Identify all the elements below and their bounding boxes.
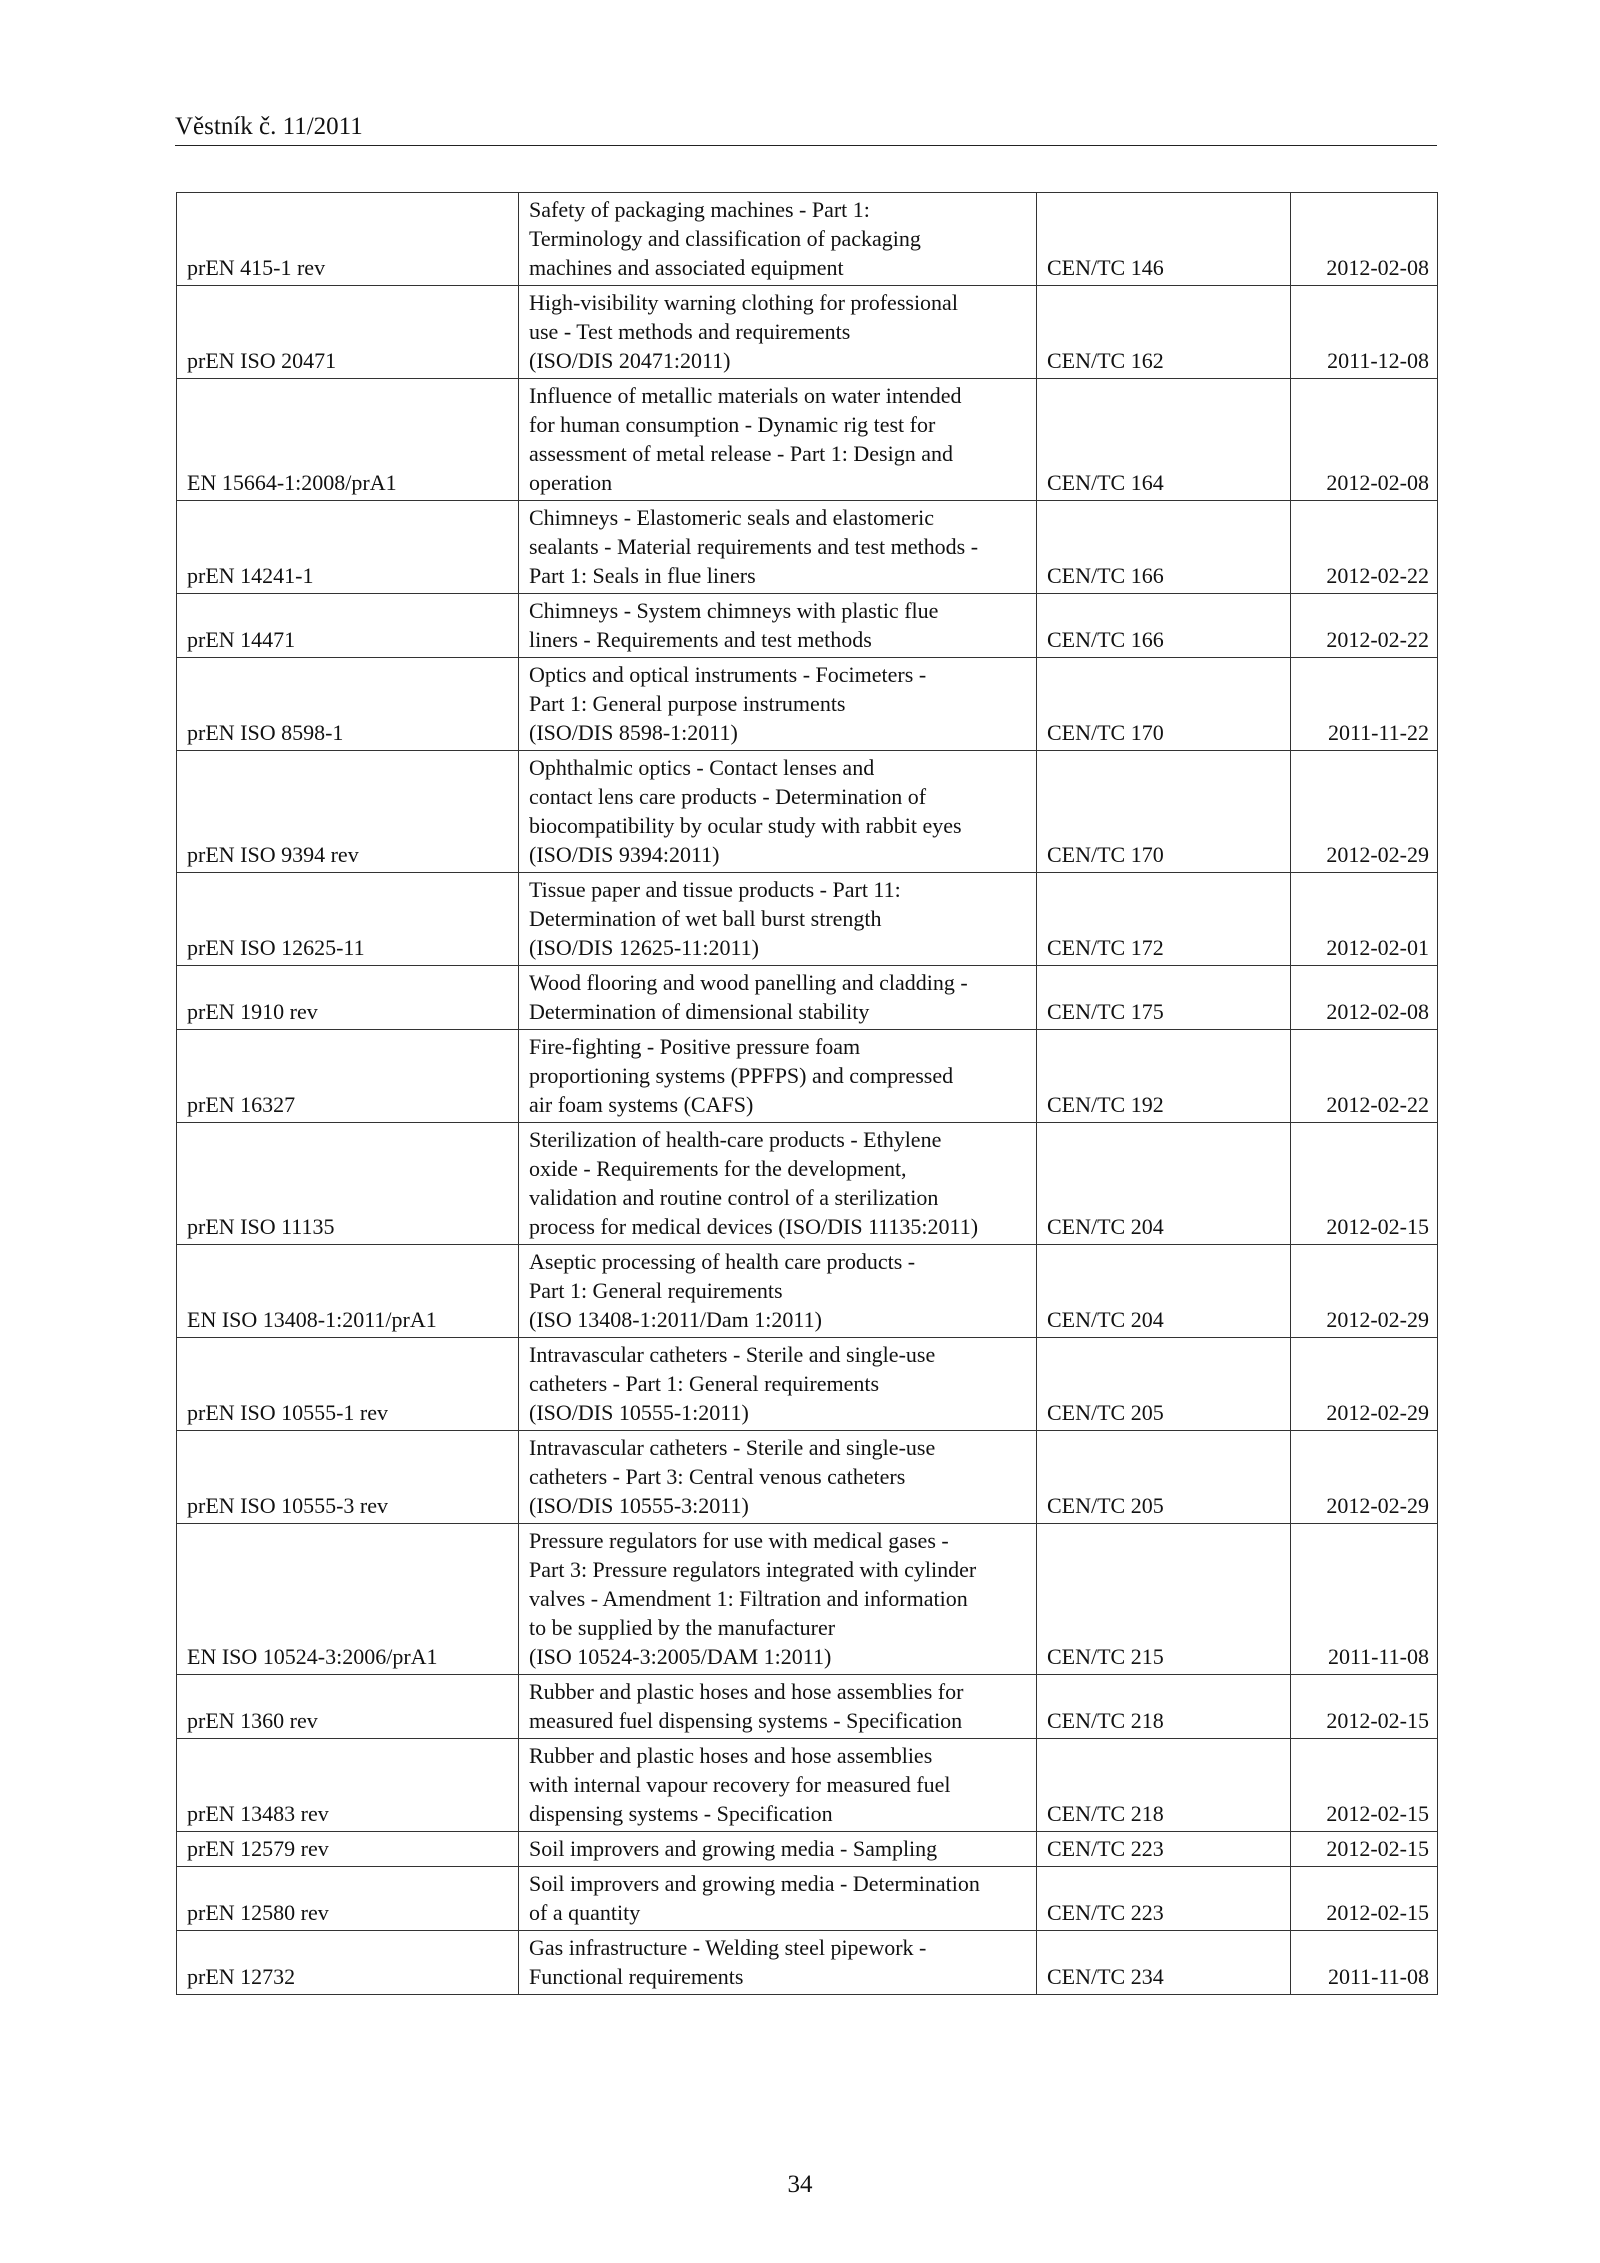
page-header [175,112,1437,146]
date-cell: 2012-02-15 [1291,1739,1438,1832]
technical-committee-cell: CEN/TC 164 [1037,379,1291,501]
standard-code-cell: prEN ISO 8598-1 [177,658,519,751]
standard-title-cell: Intravascular catheters - Sterile and single-use catheters - Part 1: General requirements (ISO/DIS 10555-1:2011) [519,1338,1037,1431]
technical-committee-cell: CEN/TC 223 [1037,1832,1291,1867]
table-row [177,873,1438,966]
standard-code-cell: EN 15664-1:2008/prA1 [177,379,519,501]
table-row [177,1931,1438,1995]
standard-title-cell: Pressure regulators for use with medical gases - Part 3: Pressure regulators integrated with cylinder valves - Amendment 1: Filtration and information to be supplied by the manufacturer (ISO 10524-3:2005/DAM 1:2011) [519,1524,1037,1675]
standard-title-cell: Sterilization of health-care products - Ethylene oxide - Requirements for the development, validation and routine control of a sterilization process for medical devices (ISO/DIS 11135:2011) [519,1123,1037,1245]
standard-title-cell: Soil improvers and growing media - Sampling [519,1832,1037,1867]
technical-committee-cell: CEN/TC 205 [1037,1338,1291,1431]
standard-title-cell: Optics and optical instruments - Focimeters - Part 1: General purpose instruments (ISO/DIS 8598-1:2011) [519,658,1037,751]
technical-committee-cell: CEN/TC 175 [1037,966,1291,1030]
date-cell: 2012-02-15 [1291,1867,1438,1931]
standard-code-cell: prEN 12580 rev [177,1867,519,1931]
date-cell: 2012-02-29 [1291,1245,1438,1338]
technical-committee-cell: CEN/TC 170 [1037,751,1291,873]
date-cell: 2012-02-08 [1291,966,1438,1030]
standard-code-cell: prEN ISO 10555-1 rev [177,1338,519,1431]
standard-code-cell: prEN 16327 [177,1030,519,1123]
date-cell: 2011-11-08 [1291,1524,1438,1675]
standard-title-cell: Tissue paper and tissue products - Part 11: Determination of wet ball burst strength (ISO/DIS 12625-11:2011) [519,873,1037,966]
page-number: 34 [787,2171,813,2198]
standard-code-cell: prEN 12732 [177,1931,519,1995]
standard-title-cell: Chimneys - Elastomeric seals and elastomeric sealants - Material requirements and test methods - Part 1: Seals in flue liners [519,501,1037,594]
standard-code-cell: prEN 13483 rev [177,1739,519,1832]
table-row [177,1867,1438,1931]
standard-title-cell: Intravascular catheters - Sterile and single-use catheters - Part 3: Central venous catheters (ISO/DIS 10555-3:2011) [519,1431,1037,1524]
date-cell: 2012-02-15 [1291,1832,1438,1867]
standard-code-cell: prEN ISO 20471 [177,286,519,379]
table-row [177,966,1438,1030]
table-row [177,379,1438,501]
date-cell: 2012-02-29 [1291,1431,1438,1524]
technical-committee-cell: CEN/TC 234 [1037,1931,1291,1995]
standard-title-cell: Gas infrastructure - Welding steel pipework - Functional requirements [519,1931,1037,1995]
date-cell: 2012-02-22 [1291,501,1438,594]
table-row [177,286,1438,379]
date-cell: 2012-02-29 [1291,751,1438,873]
standard-code-cell: prEN 1910 rev [177,966,519,1030]
table-row [177,501,1438,594]
standards-table-body [177,193,1438,1995]
table-row [177,1030,1438,1123]
bulletin-title: Věstník č. 11/2011 [175,113,363,140]
technical-committee-cell: CEN/TC 218 [1037,1739,1291,1832]
standard-code-cell: prEN 14471 [177,594,519,658]
technical-committee-cell: CEN/TC 146 [1037,193,1291,286]
table-row [177,1739,1438,1832]
technical-committee-cell: CEN/TC 218 [1037,1675,1291,1739]
date-cell: 2012-02-15 [1291,1123,1438,1245]
standard-code-cell: prEN 14241-1 [177,501,519,594]
technical-committee-cell: CEN/TC 162 [1037,286,1291,379]
standard-title-cell: Aseptic processing of health care products - Part 1: General requirements (ISO 13408-1:2011/Dam 1:2011) [519,1245,1037,1338]
date-cell: 2012-02-08 [1291,193,1438,286]
table-row [177,1338,1438,1431]
date-cell: 2012-02-22 [1291,594,1438,658]
standard-code-cell: prEN ISO 12625-11 [177,873,519,966]
table-row [177,1675,1438,1739]
table-row [177,751,1438,873]
standard-title-cell: Rubber and plastic hoses and hose assemblies with internal vapour recovery for measured fuel dispensing systems - Specification [519,1739,1037,1832]
technical-committee-cell: CEN/TC 215 [1037,1524,1291,1675]
technical-committee-cell: CEN/TC 205 [1037,1431,1291,1524]
technical-committee-cell: CEN/TC 170 [1037,658,1291,751]
table-row [177,1245,1438,1338]
technical-committee-cell: CEN/TC 166 [1037,594,1291,658]
table-row [177,193,1438,286]
standard-code-cell: prEN 415-1 rev [177,193,519,286]
date-cell: 2011-11-08 [1291,1931,1438,1995]
standard-title-cell: High-visibility warning clothing for professional use - Test methods and requirements (ISO/DIS 20471:2011) [519,286,1037,379]
standard-title-cell: Chimneys - System chimneys with plastic flue liners - Requirements and test methods [519,594,1037,658]
standards-table [176,192,1438,1995]
date-cell: 2012-02-01 [1291,873,1438,966]
table-row [177,1431,1438,1524]
technical-committee-cell: CEN/TC 223 [1037,1867,1291,1931]
standard-code-cell: prEN ISO 9394 rev [177,751,519,873]
table-row [177,658,1438,751]
date-cell: 2012-02-29 [1291,1338,1438,1431]
standard-code-cell: prEN ISO 10555-3 rev [177,1431,519,1524]
technical-committee-cell: CEN/TC 204 [1037,1245,1291,1338]
standard-title-cell: Safety of packaging machines - Part 1: Terminology and classification of packaging machines and associated equipment [519,193,1037,286]
standard-code-cell: EN ISO 10524-3:2006/prA1 [177,1524,519,1675]
table-row [177,1524,1438,1675]
standard-code-cell: prEN ISO 11135 [177,1123,519,1245]
date-cell: 2011-12-08 [1291,286,1438,379]
technical-committee-cell: CEN/TC 166 [1037,501,1291,594]
standard-title-cell: Ophthalmic optics - Contact lenses and contact lens care products - Determination of biocompatibility by ocular study with rabbit eyes (ISO/DIS 9394:2011) [519,751,1037,873]
technical-committee-cell: CEN/TC 172 [1037,873,1291,966]
date-cell: 2012-02-15 [1291,1675,1438,1739]
table-row [177,594,1438,658]
standard-code-cell: EN ISO 13408-1:2011/prA1 [177,1245,519,1338]
standard-title-cell: Wood flooring and wood panelling and cladding - Determination of dimensional stability [519,966,1037,1030]
technical-committee-cell: CEN/TC 204 [1037,1123,1291,1245]
standard-code-cell: prEN 12579 rev [177,1832,519,1867]
technical-committee-cell: CEN/TC 192 [1037,1030,1291,1123]
standard-title-cell: Fire-fighting - Positive pressure foam proportioning systems (PPFPS) and compressed air foam systems (CAFS) [519,1030,1037,1123]
table-row [177,1832,1438,1867]
date-cell: 2011-11-22 [1291,658,1438,751]
date-cell: 2012-02-22 [1291,1030,1438,1123]
standard-code-cell: prEN 1360 rev [177,1675,519,1739]
date-cell: 2012-02-08 [1291,379,1438,501]
standard-title-cell: Soil improvers and growing media - Determination of a quantity [519,1867,1037,1931]
table-row [177,1123,1438,1245]
standard-title-cell: Influence of metallic materials on water intended for human consumption - Dynamic rig test for assessment of metal release - Part 1: Design and operation [519,379,1037,501]
standard-title-cell: Rubber and plastic hoses and hose assemblies for measured fuel dispensing systems - Specification [519,1675,1037,1739]
